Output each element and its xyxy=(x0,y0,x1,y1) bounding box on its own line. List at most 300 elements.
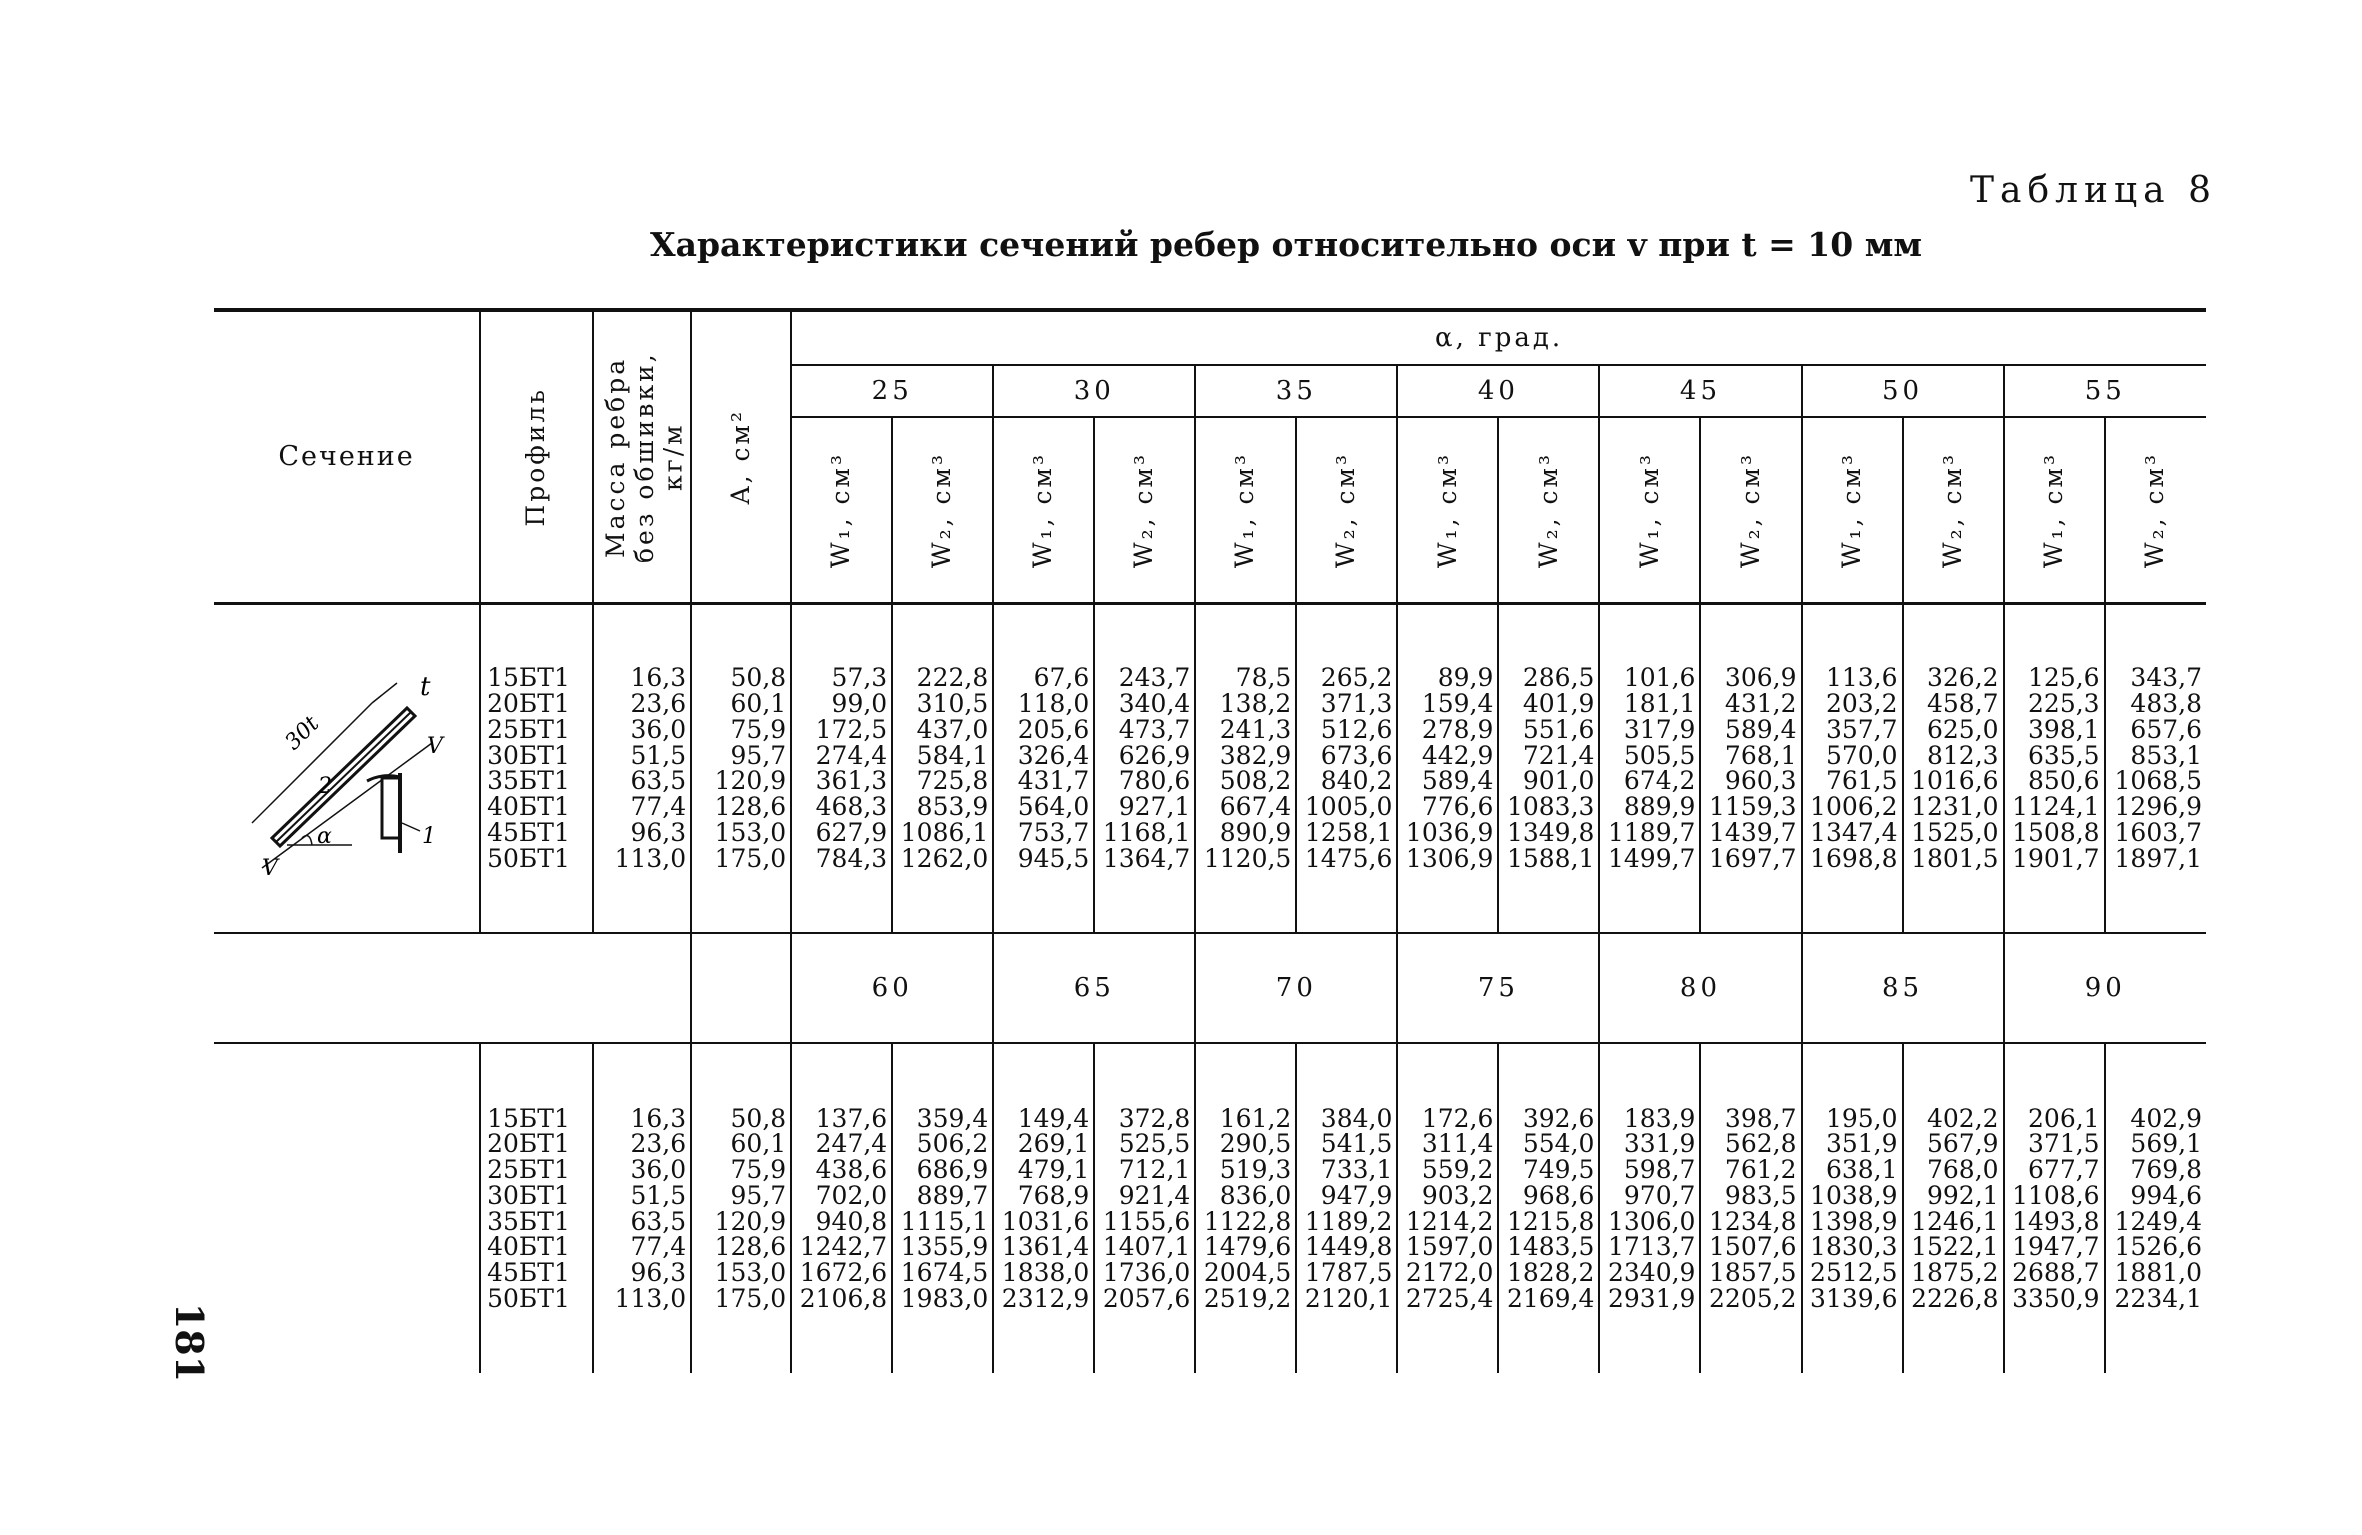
value-cell: 128,6 xyxy=(714,1232,787,1262)
value-cell: 1083,3 xyxy=(1506,792,1595,821)
value-cell: 1120,5 xyxy=(1203,843,1292,873)
value-cell: 667,4 xyxy=(1219,792,1292,821)
value-cell: 25БТ1 xyxy=(487,714,570,744)
value-column xyxy=(1397,1043,1498,1373)
value-cell: 67,6 xyxy=(1033,663,1090,693)
w2-header: W₂, см³ xyxy=(1296,417,1397,603)
w1-header: W₁, см³ xyxy=(993,417,1094,603)
value-cell: 326,4 xyxy=(1017,740,1090,770)
value-cell: 1246,1 xyxy=(1911,1206,1999,1236)
value-column xyxy=(691,603,791,933)
value-cell: 1349,8 xyxy=(1506,817,1595,847)
value-cell: 1159,3 xyxy=(1709,792,1797,821)
value-column xyxy=(691,1043,791,1373)
value-cell: 519,3 xyxy=(1219,1155,1292,1184)
value-cell: 2688,7 xyxy=(2012,1258,2100,1287)
value-cell: 1588,1 xyxy=(1506,843,1595,873)
value-cell: 243,7 xyxy=(1118,663,1191,693)
value-cell: 15БТ1 xyxy=(487,663,570,693)
value-column xyxy=(1195,603,1296,933)
header-section: Сечение xyxy=(214,310,480,603)
angle-header: 85 xyxy=(1802,933,2004,1043)
value-column xyxy=(1903,603,2004,933)
value-cell: 36,0 xyxy=(630,714,687,744)
value-cell: 2057,6 xyxy=(1102,1283,1191,1313)
value-cell: 351,9 xyxy=(1825,1129,1898,1159)
value-cell: 1347,4 xyxy=(1810,817,1898,847)
value-cell: 1364,7 xyxy=(1102,843,1191,873)
value-cell: 63,5 xyxy=(630,1206,687,1236)
header-area: A, см² xyxy=(691,310,791,603)
value-cell: 137,6 xyxy=(815,1103,888,1133)
value-cell: 40БТ1 xyxy=(487,1232,570,1262)
w1-header: W₁, см³ xyxy=(1599,417,1700,603)
value-cell: 940,8 xyxy=(815,1206,888,1236)
value-cell: 638,1 xyxy=(1825,1155,1898,1184)
value-cell: 172,6 xyxy=(1421,1103,1494,1133)
value-cell: 75,9 xyxy=(730,1155,787,1184)
value-cell: 2205,2 xyxy=(1709,1283,1797,1313)
value-column xyxy=(593,1043,691,1373)
value-cell: 1361,4 xyxy=(1001,1232,1090,1262)
angle-header: 70 xyxy=(1195,933,1397,1043)
value-column xyxy=(1296,603,1397,933)
value-cell: 1479,6 xyxy=(1203,1232,1292,1262)
value-cell: 50,8 xyxy=(730,663,787,693)
value-cell: 382,9 xyxy=(1219,740,1292,770)
value-cell: 512,6 xyxy=(1320,714,1393,744)
value-cell: 761,5 xyxy=(1825,766,1898,796)
header-mass: Масса ребра без обшивки, кг/м xyxy=(593,310,691,603)
value-cell: 35БТ1 xyxy=(487,1206,570,1236)
value-cell: 343,7 xyxy=(2130,663,2202,693)
value-column xyxy=(480,1043,593,1373)
value-cell: 1016,6 xyxy=(1911,766,1999,796)
value-cell: 458,7 xyxy=(1926,689,1999,718)
value-cell: 712,1 xyxy=(1118,1155,1191,1184)
value-cell: 36,0 xyxy=(630,1155,687,1184)
value-cell: 95,7 xyxy=(730,1180,787,1210)
value-cell: 222,8 xyxy=(916,663,989,693)
page-number: 181 xyxy=(167,1302,213,1383)
value-cell: 1507,6 xyxy=(1709,1232,1797,1262)
value-cell: 1214,2 xyxy=(1405,1206,1494,1236)
value-cell: 402,9 xyxy=(2130,1103,2202,1133)
value-column xyxy=(993,603,1094,933)
value-column xyxy=(2105,1043,2206,1373)
value-cell: 2340,9 xyxy=(1607,1258,1696,1287)
value-cell: 23,6 xyxy=(630,1129,687,1159)
value-cell: 626,9 xyxy=(1118,740,1191,770)
value-cell: 1234,8 xyxy=(1709,1206,1797,1236)
value-cell: 1086,1 xyxy=(900,817,989,847)
value-cell: 749,5 xyxy=(1522,1155,1595,1184)
section-properties-table xyxy=(214,308,2206,1368)
value-cell: 784,3 xyxy=(815,843,888,873)
value-cell: 78,5 xyxy=(1235,663,1292,693)
angle-header: 35 xyxy=(1195,365,1397,417)
value-cell: 398,7 xyxy=(1724,1103,1797,1133)
value-cell: 118,0 xyxy=(1017,689,1090,718)
value-cell: 483,8 xyxy=(2130,689,2202,718)
value-cell: 60,1 xyxy=(730,689,787,718)
value-cell: 50,8 xyxy=(730,1103,787,1133)
section-figure xyxy=(214,603,480,933)
value-cell: 761,2 xyxy=(1724,1155,1797,1184)
value-cell: 317,9 xyxy=(1623,714,1696,744)
value-cell: 16,3 xyxy=(630,663,687,693)
value-cell: 23,6 xyxy=(630,689,687,718)
value-cell: 2519,2 xyxy=(1203,1283,1292,1313)
w1-header: W₁, см³ xyxy=(791,417,892,603)
value-cell: 1983,0 xyxy=(900,1283,989,1313)
value-column xyxy=(1195,1043,1296,1373)
value-cell: 968,6 xyxy=(1522,1180,1595,1210)
value-column xyxy=(993,1043,1094,1373)
value-cell: 278,9 xyxy=(1421,714,1494,744)
value-cell: 674,2 xyxy=(1623,766,1696,796)
value-cell: 306,9 xyxy=(1724,663,1797,693)
value-cell: 206,1 xyxy=(2028,1103,2100,1133)
value-cell: 903,2 xyxy=(1421,1180,1494,1210)
value-cell: 241,3 xyxy=(1219,714,1292,744)
value-cell: 1038,9 xyxy=(1810,1180,1898,1210)
value-cell: 20БТ1 xyxy=(487,689,570,718)
value-cell: 361,3 xyxy=(815,766,888,796)
value-cell: 1881,0 xyxy=(2114,1258,2202,1287)
value-cell: 30БТ1 xyxy=(487,1180,570,1210)
value-column xyxy=(2004,603,2105,933)
value-cell: 398,1 xyxy=(2028,714,2100,744)
value-column xyxy=(1296,1043,1397,1373)
angle-header: 65 xyxy=(993,933,1195,1043)
value-cell: 1189,2 xyxy=(1304,1206,1393,1236)
value-cell: 901,0 xyxy=(1522,766,1595,796)
value-cell: 437,0 xyxy=(916,714,989,744)
w1-header: W₁, см³ xyxy=(1397,417,1498,603)
value-cell: 326,2 xyxy=(1926,663,1999,693)
value-cell: 2312,9 xyxy=(1001,1283,1090,1313)
value-cell: 1697,7 xyxy=(1709,843,1797,873)
value-cell: 1231,0 xyxy=(1911,792,1999,821)
value-cell: 1698,8 xyxy=(1810,843,1898,873)
value-cell: 138,2 xyxy=(1219,689,1292,718)
value-cell: 195,0 xyxy=(1825,1103,1898,1133)
value-cell: 1828,2 xyxy=(1506,1258,1595,1287)
value-cell: 371,5 xyxy=(2028,1129,2100,1159)
value-cell: 2725,4 xyxy=(1405,1283,1494,1313)
value-column xyxy=(1802,603,1903,933)
value-cell: 598,7 xyxy=(1623,1155,1696,1184)
value-cell: 96,3 xyxy=(630,1258,687,1287)
value-cell: 1525,0 xyxy=(1911,817,1999,847)
value-column xyxy=(1397,603,1498,933)
value-cell: 63,5 xyxy=(630,766,687,796)
value-cell: 1875,2 xyxy=(1911,1258,1999,1287)
value-cell: 686,9 xyxy=(916,1155,989,1184)
value-cell: 438,6 xyxy=(815,1155,888,1184)
angle-header: 55 xyxy=(2004,365,2206,417)
value-cell: 584,1 xyxy=(916,740,989,770)
value-cell: 506,2 xyxy=(916,1129,989,1159)
value-cell: 769,8 xyxy=(2130,1155,2202,1184)
value-cell: 159,4 xyxy=(1421,689,1494,718)
value-cell: 1242,7 xyxy=(799,1232,888,1262)
value-cell: 1483,5 xyxy=(1506,1232,1595,1262)
value-cell: 1407,1 xyxy=(1102,1232,1191,1262)
value-cell: 1124,1 xyxy=(2012,792,2100,821)
value-column xyxy=(1700,603,1801,933)
value-cell: 99,0 xyxy=(831,689,888,718)
value-cell: 1508,8 xyxy=(2012,817,2100,847)
w1-header: W₁, см³ xyxy=(2004,417,2105,603)
value-cell: 225,3 xyxy=(2028,689,2100,718)
w2-header: W₂, см³ xyxy=(892,417,993,603)
value-cell: 290,5 xyxy=(1219,1129,1292,1159)
value-cell: 16,3 xyxy=(630,1103,687,1133)
value-cell: 733,1 xyxy=(1320,1155,1393,1184)
label-1: 1 xyxy=(421,824,436,850)
angle-header: 50 xyxy=(1802,365,2004,417)
value-cell: 889,9 xyxy=(1623,792,1696,821)
value-cell: 853,1 xyxy=(2130,740,2202,770)
value-cell: 850,6 xyxy=(2028,766,2100,796)
value-cell: 721,4 xyxy=(1522,740,1595,770)
value-cell: 853,9 xyxy=(916,792,989,821)
value-cell: 541,5 xyxy=(1320,1129,1393,1159)
value-cell: 1475,6 xyxy=(1304,843,1393,873)
value-cell: 1108,6 xyxy=(2012,1180,2100,1210)
w1-header: W₁, см³ xyxy=(1802,417,1903,603)
value-cell: 627,9 xyxy=(815,817,888,847)
value-cell: 1031,6 xyxy=(1001,1206,1090,1236)
value-cell: 30БТ1 xyxy=(487,740,570,770)
value-column xyxy=(1094,603,1195,933)
value-column xyxy=(1802,1043,1903,1373)
value-cell: 992,1 xyxy=(1926,1180,1999,1210)
value-cell: 1499,7 xyxy=(1607,843,1696,873)
value-cell: 1036,9 xyxy=(1405,817,1494,847)
blank-section-cell xyxy=(214,1043,480,1373)
value-cell: 3139,6 xyxy=(1810,1283,1898,1313)
value-cell: 505,5 xyxy=(1623,740,1696,770)
w2-header: W₂, см³ xyxy=(1498,417,1599,603)
value-cell: 340,4 xyxy=(1118,689,1191,718)
value-cell: 40БТ1 xyxy=(487,792,570,821)
value-cell: 442,9 xyxy=(1421,740,1494,770)
value-cell: 1006,2 xyxy=(1810,792,1898,821)
value-cell: 702,0 xyxy=(815,1180,888,1210)
value-cell: 840,2 xyxy=(1320,766,1393,796)
label-30t: 30t xyxy=(280,711,324,756)
value-cell: 50БТ1 xyxy=(487,1283,570,1313)
value-column xyxy=(892,603,993,933)
value-cell: 768,0 xyxy=(1926,1155,1999,1184)
value-cell: 1801,5 xyxy=(1911,843,1999,873)
value-cell: 431,7 xyxy=(1017,766,1090,796)
value-cell: 2931,9 xyxy=(1607,1283,1696,1313)
angle-header: 45 xyxy=(1599,365,1801,417)
value-cell: 2172,0 xyxy=(1405,1258,1494,1287)
value-cell: 274,4 xyxy=(815,740,888,770)
value-cell: 1674,5 xyxy=(900,1258,989,1287)
value-cell: 1215,8 xyxy=(1506,1206,1595,1236)
value-cell: 89,9 xyxy=(1437,663,1494,693)
value-cell: 567,9 xyxy=(1926,1129,1999,1159)
label-2: 2 xyxy=(317,774,332,800)
value-cell: 35БТ1 xyxy=(487,766,570,796)
value-cell: 768,1 xyxy=(1724,740,1797,770)
value-cell: 768,9 xyxy=(1017,1180,1090,1210)
value-cell: 401,9 xyxy=(1522,689,1595,718)
value-cell: 175,0 xyxy=(714,843,787,873)
value-cell: 125,6 xyxy=(2028,663,2100,693)
value-cell: 780,6 xyxy=(1118,766,1191,796)
table-caption: Характеристики сечений ребер относительно оси v при t = 10 мм xyxy=(650,225,1923,264)
value-cell: 331,9 xyxy=(1623,1129,1696,1159)
value-cell: 1398,9 xyxy=(1810,1206,1898,1236)
value-cell: 2169,4 xyxy=(1506,1283,1595,1313)
value-cell: 657,6 xyxy=(2130,714,2202,744)
value-cell: 2234,1 xyxy=(2114,1283,2202,1313)
value-cell: 1168,1 xyxy=(1102,817,1191,847)
value-cell: 677,7 xyxy=(2028,1155,2100,1184)
label-t: t xyxy=(419,672,430,703)
value-cell: 265,2 xyxy=(1320,663,1393,693)
value-cell: 554,0 xyxy=(1522,1129,1595,1159)
value-cell: 161,2 xyxy=(1219,1103,1292,1133)
value-cell: 384,0 xyxy=(1320,1103,1393,1133)
value-cell: 101,6 xyxy=(1623,663,1696,693)
value-cell: 392,6 xyxy=(1522,1103,1595,1133)
value-cell: 50БТ1 xyxy=(487,843,570,873)
value-cell: 1115,1 xyxy=(900,1206,989,1236)
header-profile: Профиль xyxy=(480,310,593,603)
value-cell: 589,4 xyxy=(1724,714,1797,744)
value-cell: 753,7 xyxy=(1017,817,1090,847)
value-cell: 175,0 xyxy=(714,1283,787,1313)
value-cell: 372,8 xyxy=(1118,1103,1191,1133)
value-column xyxy=(1903,1043,2004,1373)
value-cell: 77,4 xyxy=(630,792,687,821)
value-cell: 559,2 xyxy=(1421,1155,1494,1184)
value-cell: 960,3 xyxy=(1724,766,1797,796)
label-alpha: α xyxy=(316,824,332,850)
value-cell: 625,0 xyxy=(1926,714,1999,744)
angle-header: 30 xyxy=(993,365,1195,417)
value-cell: 113,0 xyxy=(614,843,687,873)
value-cell: 776,6 xyxy=(1421,792,1494,821)
value-cell: 947,9 xyxy=(1320,1180,1393,1210)
value-cell: 562,8 xyxy=(1724,1129,1797,1159)
value-column xyxy=(593,603,691,933)
value-cell: 1830,3 xyxy=(1810,1232,1898,1262)
value-cell: 203,2 xyxy=(1825,689,1898,718)
w1-header: W₁, см³ xyxy=(1195,417,1296,603)
value-cell: 1155,6 xyxy=(1102,1206,1191,1236)
value-cell: 569,1 xyxy=(2130,1129,2202,1159)
value-cell: 1597,0 xyxy=(1405,1232,1494,1262)
table-number: Таблица 8 xyxy=(1970,170,2217,211)
value-cell: 311,4 xyxy=(1421,1129,1494,1159)
value-cell: 359,4 xyxy=(916,1103,989,1133)
value-cell: 2120,1 xyxy=(1304,1283,1393,1313)
value-cell: 172,5 xyxy=(815,714,888,744)
value-cell: 508,2 xyxy=(1219,766,1292,796)
value-cell: 473,7 xyxy=(1118,714,1191,744)
value-cell: 310,5 xyxy=(916,689,989,718)
value-cell: 431,2 xyxy=(1724,689,1797,718)
value-cell: 60,1 xyxy=(730,1129,787,1159)
value-cell: 1189,7 xyxy=(1607,817,1696,847)
value-cell: 994,6 xyxy=(2130,1180,2202,1210)
value-cell: 1736,0 xyxy=(1102,1258,1191,1287)
value-cell: 1947,7 xyxy=(2012,1232,2100,1262)
value-cell: 1713,7 xyxy=(1607,1232,1696,1262)
value-cell: 1787,5 xyxy=(1304,1258,1393,1287)
value-cell: 77,4 xyxy=(630,1232,687,1262)
value-cell: 1838,0 xyxy=(1001,1258,1090,1287)
value-column xyxy=(2105,603,2206,933)
value-cell: 1857,5 xyxy=(1709,1258,1797,1287)
value-cell: 945,5 xyxy=(1017,843,1090,873)
value-column xyxy=(892,1043,993,1373)
value-cell: 1306,9 xyxy=(1405,843,1494,873)
value-cell: 479,1 xyxy=(1017,1155,1090,1184)
value-cell: 45БТ1 xyxy=(487,1258,570,1287)
value-cell: 927,1 xyxy=(1118,792,1191,821)
value-cell: 468,3 xyxy=(815,792,888,821)
value-cell: 889,7 xyxy=(916,1180,989,1210)
angle-header: 75 xyxy=(1397,933,1599,1043)
value-cell: 921,4 xyxy=(1118,1180,1191,1210)
value-cell: 153,0 xyxy=(714,817,787,847)
value-cell: 1439,7 xyxy=(1709,817,1797,847)
value-cell: 1901,7 xyxy=(2012,843,2100,873)
value-column xyxy=(1599,603,1700,933)
w2-header: W₂, см³ xyxy=(1700,417,1801,603)
value-cell: 1603,7 xyxy=(2114,817,2202,847)
value-cell: 589,4 xyxy=(1421,766,1494,796)
value-cell: 1493,8 xyxy=(2012,1206,2100,1236)
value-cell: 836,0 xyxy=(1219,1180,1292,1210)
value-cell: 1296,9 xyxy=(2114,792,2202,821)
value-cell: 1262,0 xyxy=(900,843,989,873)
blank-cell-area xyxy=(691,933,791,1043)
value-cell: 1306,0 xyxy=(1607,1206,1696,1236)
value-cell: 3350,9 xyxy=(2012,1283,2100,1313)
value-cell: 1258,1 xyxy=(1304,817,1393,847)
value-column xyxy=(2004,1043,2105,1373)
value-cell: 286,5 xyxy=(1522,663,1595,693)
value-cell: 1672,6 xyxy=(799,1258,888,1287)
value-cell: 45БТ1 xyxy=(487,817,570,847)
value-cell: 181,1 xyxy=(1623,689,1696,718)
value-cell: 20БТ1 xyxy=(487,1129,570,1159)
value-cell: 15БТ1 xyxy=(487,1103,570,1133)
w2-header: W₂, см³ xyxy=(1903,417,2004,603)
label-v-top: V xyxy=(426,734,443,760)
value-cell: 357,7 xyxy=(1825,714,1898,744)
value-cell: 95,7 xyxy=(730,740,787,770)
w2-header: W₂, см³ xyxy=(1094,417,1195,603)
value-column xyxy=(1700,1043,1801,1373)
value-cell: 247,4 xyxy=(815,1129,888,1159)
value-column xyxy=(1498,1043,1599,1373)
value-cell: 1522,1 xyxy=(1911,1232,1999,1262)
value-cell: 269,1 xyxy=(1017,1129,1090,1159)
value-cell: 673,6 xyxy=(1320,740,1393,770)
